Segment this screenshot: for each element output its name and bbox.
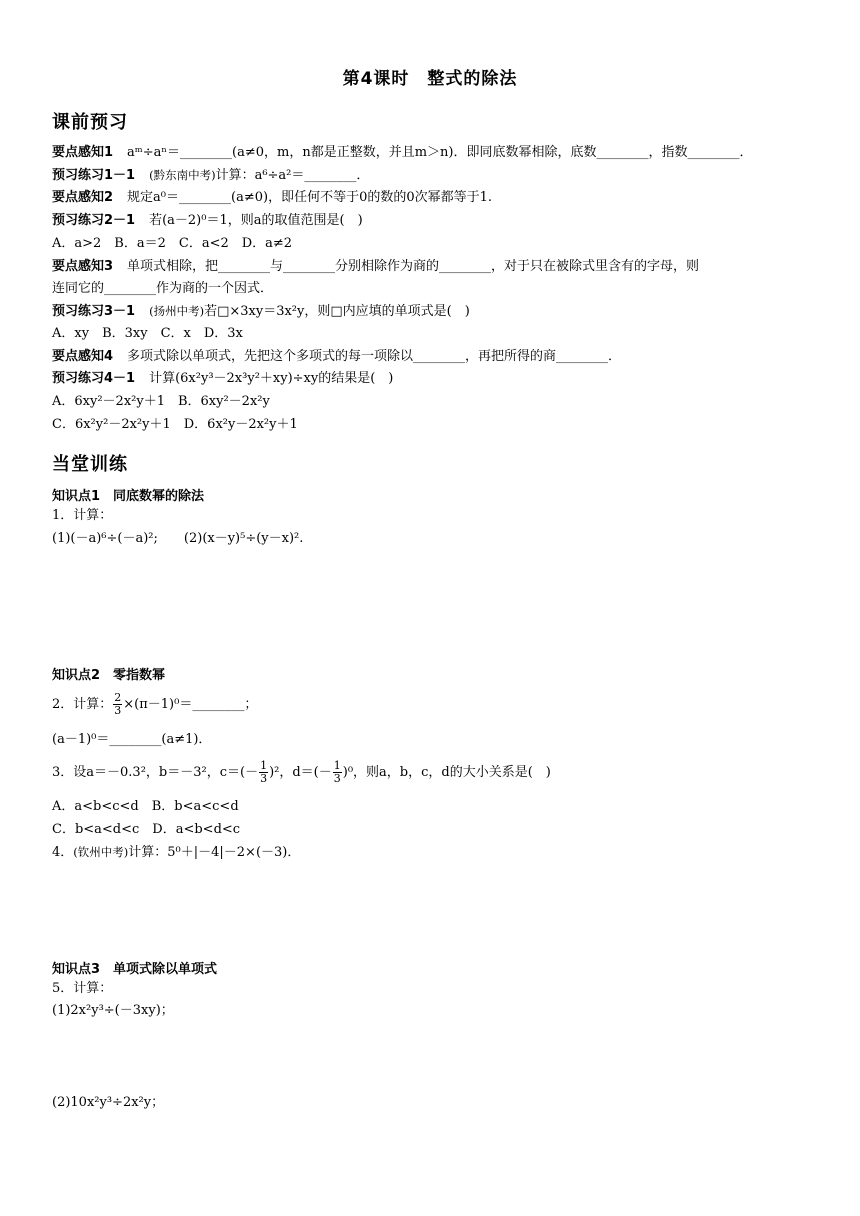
question-2	[52, 690, 257, 720]
question-4	[52, 843, 300, 862]
question-5-part-2: (2)10x²y³÷2x²y；	[52, 1095, 165, 1110]
question-3-part-a: 3．设a＝－0.3²，b＝－3²，c＝(－	[52, 765, 259, 780]
preview-line-7: 连同它的________作为商的一个因式．	[52, 281, 274, 296]
question-2-expression: ×(π－1)⁰＝________；	[123, 697, 258, 712]
question-5-part-1: (1)2x²y³÷(－3xy)；	[52, 1003, 174, 1018]
key-point-label: 要点感知1	[52, 145, 114, 160]
preview-line-4	[52, 212, 363, 230]
key-point-text: 规定a⁰＝________(a≠0)，即任何不等于0的数的0次幂都等于1.	[127, 190, 493, 205]
question-3-part-b: )²，d＝(－	[269, 765, 332, 780]
question-5: 5．计算：	[52, 981, 113, 996]
question-4-text: 计算：5⁰＋|－4|－2×(－3)．	[128, 845, 301, 860]
page-title: 第4课时 整式的除法	[342, 69, 518, 89]
question-3-options-2: C．b<a<d<c D．a<b<d<c	[52, 822, 241, 837]
exercise-text: 计算(6x²y³－2x³y²＋xy)÷xy的结果是( )	[149, 371, 394, 386]
source-note: (扬州中考)	[149, 304, 205, 318]
question-3	[52, 758, 551, 788]
key-point-text: 单项式相除，把________与________分别相除作为商的________，对于只在被除式里含有的字母，则	[127, 259, 700, 274]
key-point-label: 要点感知2	[52, 190, 114, 205]
key-point-text: 多项式除以单项式，先把这个多项式的每一项除以________，再把所得的商________．	[127, 349, 622, 364]
preview-options-2: A．a>2 B．a＝2 C．a<2 D．a≠2	[52, 236, 293, 251]
fraction-one-third	[333, 760, 342, 785]
preview-line-3	[52, 189, 492, 207]
exercise-text: 若(a－2)⁰＝1，则a的取值范围是( )	[149, 213, 363, 228]
section-preview-heading: 课前预习	[52, 112, 128, 133]
question-2-second: (a－1)⁰＝________(a≠1)．	[52, 732, 212, 747]
exercise-text: 若□×3xy＝3x²y，则□内应填的单项式是( )	[204, 304, 470, 319]
key-point-label: 要点感知3	[52, 259, 114, 274]
preview-line-8	[52, 302, 470, 321]
fraction-two-thirds	[113, 692, 122, 717]
fraction-numerator: 2	[114, 691, 122, 704]
knowledge-point-1: 知识点1 同底数幂的除法	[52, 489, 205, 504]
preview-line-6	[52, 258, 699, 276]
preview-options-3: A．xy B．3xy C．x D．3x	[52, 326, 243, 341]
section-training-heading: 当堂训练	[52, 454, 128, 475]
preview-line-10	[52, 348, 621, 366]
preview-line-11	[52, 370, 393, 388]
fraction-denominator: 3	[260, 772, 268, 785]
fraction-one-third	[259, 760, 268, 785]
preview-line-2	[52, 166, 369, 185]
fraction-denominator: 3	[333, 772, 341, 785]
fraction-numerator: 1	[260, 759, 268, 772]
preview-options-4a: A．6xy²－2x²y＋1 B．6xy²－2x²y	[52, 394, 270, 409]
source-note: (黔东南中考)	[149, 168, 216, 182]
key-point-label: 要点感知4	[52, 349, 114, 364]
fraction-denominator: 3	[114, 704, 122, 717]
question-3-part-c: )⁰，则a，b，c，d的大小关系是( )	[342, 765, 551, 780]
question-1-parts: (1)(－a)⁶÷(－a)²; (2)(x－y)⁵÷(y－x)².	[52, 531, 304, 546]
question-1: 1．计算：	[52, 508, 113, 523]
exercise-label: 预习练习1－1	[52, 168, 136, 183]
knowledge-point-3: 知识点3 单项式除以单项式	[52, 962, 218, 977]
exercise-label: 预习练习2－1	[52, 213, 136, 228]
preview-options-4b: C．6x²y²－2x²y＋1 D．6x²y－2x²y＋1	[52, 417, 298, 432]
fraction-numerator: 1	[333, 759, 341, 772]
question-3-options-1: A．a<b<c<d B．b<a<c<d	[52, 799, 239, 814]
exercise-label: 预习练习3－1	[52, 304, 136, 319]
exercise-text: 计算：a⁶÷a²＝________．	[215, 168, 370, 183]
question-4-number: 4．	[52, 845, 74, 860]
preview-line-1	[52, 144, 753, 162]
knowledge-point-2: 知识点2 零指数幂	[52, 668, 166, 683]
key-point-text: aᵐ÷aⁿ＝________(a≠0，m，n都是正整数，并且m＞n)．即同底数幂相除，底数________，指数________．	[127, 145, 753, 160]
source-note: (钦州中考)	[73, 845, 129, 859]
question-2-prefix: 2．计算：	[52, 697, 113, 712]
exercise-label: 预习练习4－1	[52, 371, 136, 386]
